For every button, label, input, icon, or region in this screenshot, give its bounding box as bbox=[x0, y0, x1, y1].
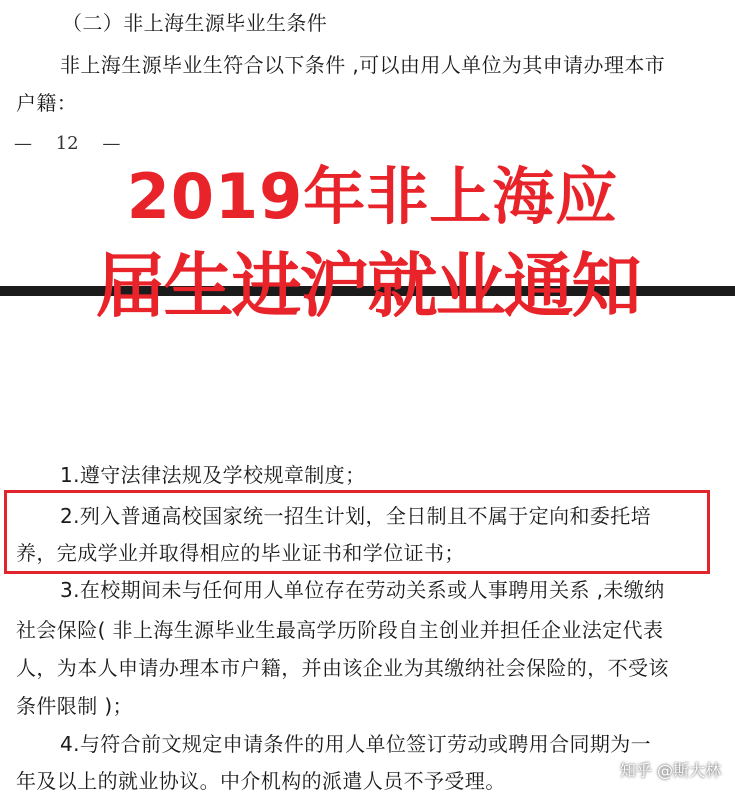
intro-line-2: 户籍： bbox=[16, 91, 78, 115]
item-1-line-1: 1.遵守法律法规及学校规章制度； bbox=[60, 463, 366, 487]
item-2-line-1: 2.列入普通高校国家统一招生计划，全日制且不属于定向和委托培 bbox=[60, 504, 652, 528]
item-3-line-3: 人，为本人申请办理本市户籍，并由该企业为其缴纳社会保险的，不受该 bbox=[16, 656, 669, 680]
banner-title-line-1: 2019年非上海应 bbox=[126, 160, 619, 233]
item-3-line-4: 条件限制 )； bbox=[16, 694, 133, 718]
item-4-line-2: 年及以上的就业协议。中介机构的派遣人员不予受理。 bbox=[16, 769, 506, 793]
page-number: — 12 — bbox=[14, 133, 121, 154]
section-heading: （二）非上海生源毕业生条件 bbox=[62, 11, 328, 35]
item-3-line-1: 3.在校期间未与任何用人单位存在劳动关系或人事聘用关系 ,未缴纳 bbox=[60, 578, 665, 602]
item-4-line-1: 4.与符合前文规定申请条件的用人单位签订劳动或聘用合同期为一 bbox=[60, 732, 652, 756]
item-3-line-2: 社会保险( 非上海生源毕业生最高学历阶段自主创业并担任企业法定代表 bbox=[16, 618, 664, 642]
banner-title-line-2: 届生进沪就业通知 bbox=[95, 245, 640, 327]
item-2-line-2: 养，完成学业并取得相应的毕业证书和学位证书； bbox=[16, 541, 465, 565]
zhihu-watermark bbox=[620, 758, 721, 781]
watermark-text: 知乎 @斯大林 bbox=[619, 761, 721, 780]
intro-line-1: 非上海生源毕业生符合以下条件 ,可以由用人单位为其申请办理本市 bbox=[60, 53, 666, 77]
